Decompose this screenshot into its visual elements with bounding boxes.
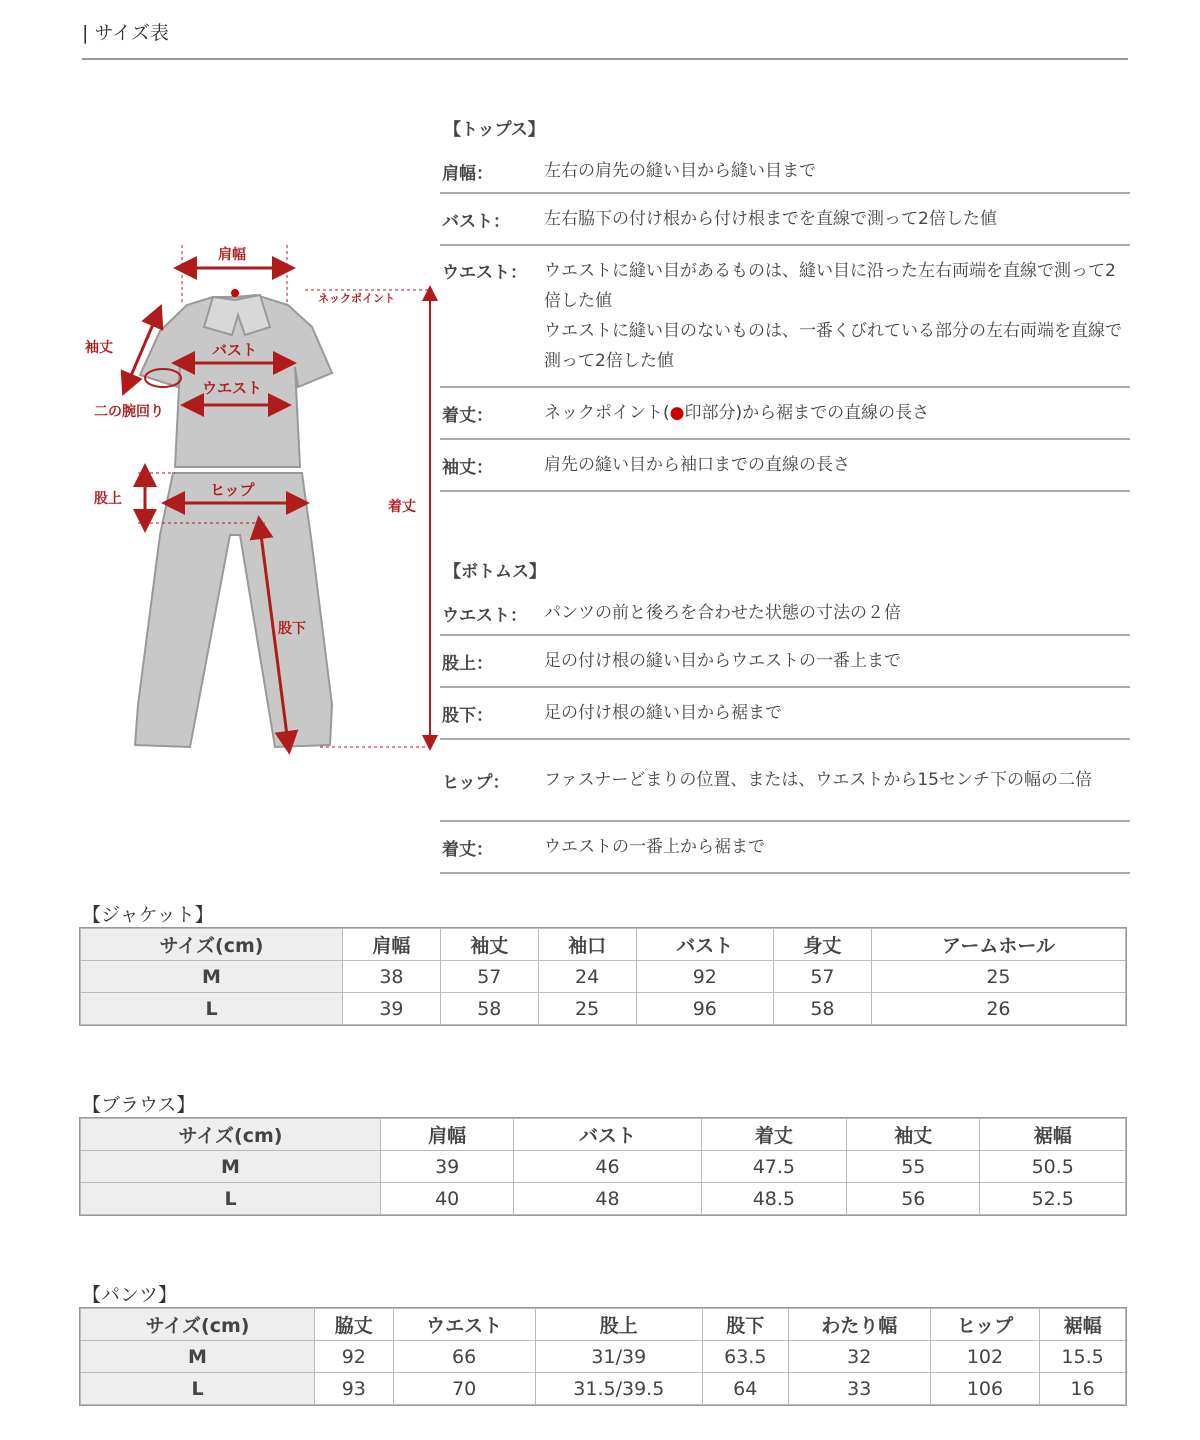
table-row: [81, 1183, 1126, 1215]
table-cell: 46: [514, 1151, 701, 1183]
table-cell: 16: [1040, 1373, 1126, 1405]
tops-heading: 【トップス】: [444, 120, 545, 140]
label-waist: ウエスト: [202, 379, 263, 397]
table-cell: 64: [702, 1373, 788, 1405]
def-row-tops-waist: [440, 246, 1130, 388]
table-cell: 50.5: [980, 1151, 1126, 1183]
column-header: サイズ(cm): [81, 929, 343, 961]
label-upper-arm: 二の腕回り: [94, 404, 164, 420]
table-row: [81, 1341, 1126, 1373]
table-cell: 102: [930, 1341, 1039, 1373]
table-cell: 92: [636, 961, 773, 993]
table-cell: 70: [393, 1373, 535, 1405]
label-length: 着丈: [388, 499, 416, 515]
def-desc: 左右の肩先の縫い目から縫い目まで: [544, 161, 816, 181]
def-desc: [544, 398, 1130, 428]
def-desc: ウエストに縫い目があるものは、縫い目に沿った左右両端を直線で測って2倍した値 ウエストに縫い目のないものは、一番くびれている部分の左右両端を直線で測って2倍した値: [544, 261, 1122, 371]
table-row: [81, 961, 1126, 993]
table-cell: 92: [315, 1341, 394, 1373]
jacket-size-table: [80, 928, 1126, 1025]
table-cell: 47.5: [701, 1151, 847, 1183]
size-cell: M: [81, 1341, 315, 1373]
def-row-tops-shoulder: [440, 150, 1130, 194]
measurement-diagram: [80, 235, 440, 755]
table-cell: 56: [847, 1183, 980, 1215]
def-desc-part: ネックポイント(: [544, 403, 670, 423]
table-cell: 96: [636, 993, 773, 1025]
def-term: バスト：: [442, 211, 510, 232]
column-header: 裾幅: [980, 1119, 1126, 1151]
size-cell: L: [81, 1183, 381, 1215]
column-header: バスト: [514, 1119, 701, 1151]
table-header-row: [81, 1309, 1126, 1341]
column-header: ヒップ: [930, 1309, 1039, 1341]
table-header-row: [81, 1119, 1126, 1151]
def-row-bottoms-hip: [440, 740, 1130, 822]
column-header: 袖丈: [847, 1119, 980, 1151]
label-bust: バスト: [212, 341, 258, 359]
label-sleeve: 袖丈: [85, 340, 113, 356]
def-desc: ファスナーどまりの位置、または、ウエストから15センチ下の幅の二倍: [544, 770, 1092, 790]
def-term: ウエスト：: [442, 605, 527, 626]
table-cell: 58: [774, 993, 872, 1025]
page-title: | サイズ表: [82, 22, 169, 44]
table-cell: 31.5/39.5: [535, 1373, 702, 1405]
column-header: 股下: [702, 1309, 788, 1341]
table-cell: 58: [440, 993, 538, 1025]
table-row: [81, 1373, 1126, 1405]
def-desc: パンツの前と後ろを合わせた状態の寸法の２倍: [544, 603, 901, 623]
label-hip: ヒップ: [210, 481, 255, 499]
column-header: 裾幅: [1040, 1309, 1126, 1341]
def-row-bottoms-waist: [440, 592, 1130, 636]
def-term: 肩幅：: [442, 163, 493, 184]
size-cell: M: [81, 961, 343, 993]
title-divider: [82, 58, 1128, 60]
column-header: 着丈: [701, 1119, 847, 1151]
def-desc: 足の付け根の縫い目からウエストの一番上まで: [544, 651, 901, 671]
column-header: 肩幅: [343, 929, 441, 961]
neck-point-dot: ●: [669, 403, 685, 423]
table-cell: 63.5: [702, 1341, 788, 1373]
size-cell: L: [81, 993, 343, 1025]
column-header: 袖丈: [440, 929, 538, 961]
label-neck-point: ネックポイント: [318, 292, 395, 305]
table-cell: 25: [871, 961, 1125, 993]
table-cell: 48.5: [701, 1183, 847, 1215]
measurement-definitions: [440, 110, 1130, 874]
table-cell: 57: [774, 961, 872, 993]
table-cell: 26: [871, 993, 1125, 1025]
pants-table-title: 【パンツ】: [82, 1284, 178, 1306]
column-header: 身丈: [774, 929, 872, 961]
label-rise: 股上: [94, 491, 122, 507]
table-cell: 39: [381, 1151, 514, 1183]
table-row: [81, 993, 1126, 1025]
table-header-row: [81, 929, 1126, 961]
table-cell: 93: [315, 1373, 394, 1405]
column-header: ウエスト: [393, 1309, 535, 1341]
column-header: サイズ(cm): [81, 1119, 381, 1151]
table-cell: 48: [514, 1183, 701, 1215]
def-desc: ウエストの一番上から裾まで: [544, 837, 765, 857]
label-shoulder: 肩幅: [218, 247, 246, 263]
def-desc: 足の付け根の縫い目から裾まで: [544, 703, 782, 723]
pants-garment-shape: [135, 473, 332, 747]
def-term: 袖丈：: [442, 457, 493, 478]
table-cell: 39: [343, 993, 441, 1025]
size-cell: L: [81, 1373, 315, 1405]
def-row-tops-bust: [440, 194, 1130, 246]
def-term: 着丈：: [442, 405, 493, 426]
pants-size-table: [80, 1308, 1126, 1405]
column-header: アームホール: [871, 929, 1125, 961]
table-cell: 25: [538, 993, 636, 1025]
table-cell: 55: [847, 1151, 980, 1183]
def-row-bottoms-inseam: [440, 688, 1130, 740]
column-header: サイズ(cm): [81, 1309, 315, 1341]
bottoms-heading: 【ボトムス】: [444, 562, 546, 582]
table-row: [81, 1151, 1126, 1183]
table-cell: 38: [343, 961, 441, 993]
table-cell: 32: [788, 1341, 930, 1373]
table-cell: 15.5: [1040, 1341, 1126, 1373]
def-term: ウエスト：: [442, 263, 527, 283]
def-row-tops-length: [440, 388, 1130, 440]
label-inseam: 股下: [278, 621, 306, 637]
def-term: 股下：: [442, 705, 493, 726]
table-cell: 57: [440, 961, 538, 993]
table-cell: 33: [788, 1373, 930, 1405]
blouse-size-table: [80, 1118, 1126, 1215]
def-term: ヒップ：: [442, 772, 510, 793]
table-cell: 106: [930, 1373, 1039, 1405]
def-desc-part: 印部分)から裾までの直線の長さ: [684, 403, 930, 423]
def-row-bottoms-rise: [440, 636, 1130, 688]
column-header: 脇丈: [315, 1309, 394, 1341]
def-desc: 左右脇下の付け根から付け根までを直線で測って2倍した値: [544, 209, 997, 229]
column-header: 肩幅: [381, 1119, 514, 1151]
table-cell: 66: [393, 1341, 535, 1373]
column-header: 股上: [535, 1309, 702, 1341]
table-cell: 24: [538, 961, 636, 993]
def-term: 着丈：: [442, 839, 493, 860]
def-term: 股上：: [442, 653, 493, 674]
blouse-table-title: 【ブラウス】: [82, 1094, 196, 1116]
table-cell: 52.5: [980, 1183, 1126, 1215]
size-cell: M: [81, 1151, 381, 1183]
table-cell: 31/39: [535, 1341, 702, 1373]
table-cell: 40: [381, 1183, 514, 1215]
def-row-tops-sleeve: [440, 440, 1130, 492]
column-header: バスト: [636, 929, 773, 961]
def-row-bottoms-length: [440, 822, 1130, 874]
def-desc: 肩先の縫い目から袖口までの直線の長さ: [544, 455, 850, 475]
jacket-table-title: 【ジャケット】: [82, 904, 214, 926]
column-header: わたり幅: [788, 1309, 930, 1341]
column-header: 袖口: [538, 929, 636, 961]
